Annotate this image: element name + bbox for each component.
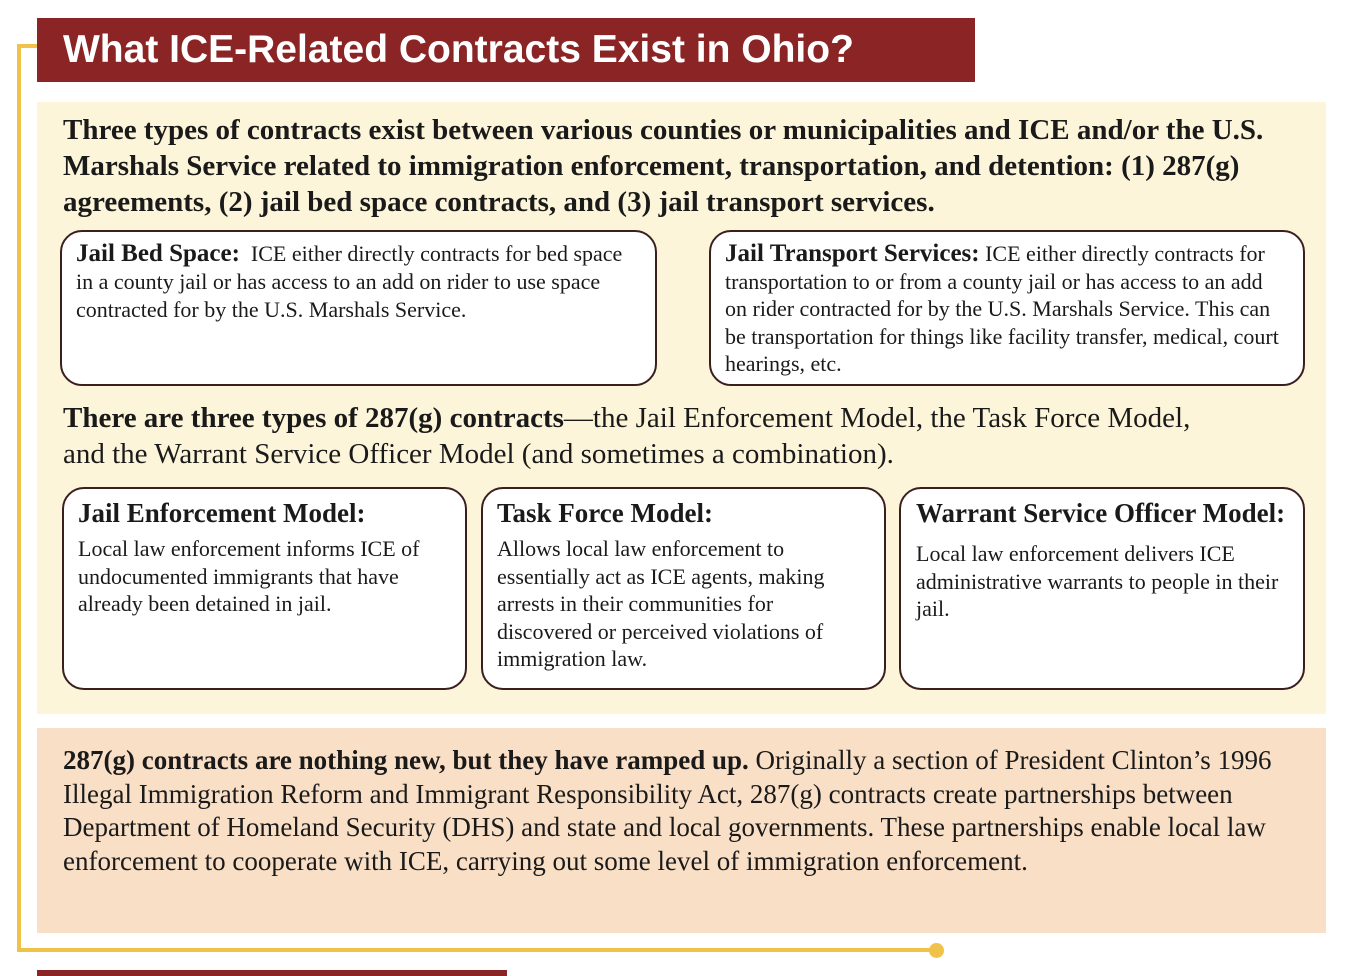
history-paragraph (63, 744, 1303, 878)
warrant-service-officer-model-box (899, 487, 1305, 690)
history-rest: Originally a section of President Clinton’s 1996 Illegal Immigration Reform and Immigrant Responsibility Act, 287(g) contracts create partnerships between Department of Homeland Security (DHS) and state and local governments. These partnerships enable local law enforcement to cooperate with ICE, carrying out some level of immigration enforcement. (63, 745, 1272, 876)
jail-enforcement-model-title: Jail Enforcement Model: (78, 498, 366, 528)
history-bold: 287(g) contracts are nothing new, but they have ramped up. (63, 745, 749, 775)
next-section-bar (37, 970, 507, 976)
gold-connector-line (17, 44, 21, 952)
jail-transport-box (709, 230, 1305, 386)
gold-connector-bottom (17, 948, 937, 952)
jail-transport-description: ICE either directly contracts for transportation to or from a county jail or has access to an add on rider contracted for by the U.S. Marshals Service. This can be transportation for things like facility transfer, medical, court hearings, etc. (725, 241, 1279, 376)
jail-enforcement-model-description: Local law enforcement informs ICE of undocumented immigrants that have already been detained in jail. (78, 536, 420, 616)
jail-bed-space-description: ICE either directly contracts for bed space in a county jail or has access to an add on rider to use space contracted for by the U.S. Marshals Service. (76, 241, 623, 322)
warrant-service-officer-model-title: Warrant Service Officer Model: (916, 498, 1286, 528)
models-intro-bold: There are three types of 287(g) contracts (63, 402, 564, 434)
jail-bed-space-label: Jail Bed Space: (76, 240, 240, 267)
intro-paragraph: Three types of contracts exist between various counties or municipalities and ICE and/or the U.S. Marshals Service related to immigration enforcement, transportation, and detention: (1) 287(g) agreements, (2) jail bed space contracts, and (3) jail transport services. (63, 114, 1264, 218)
gold-connector-top (17, 44, 37, 48)
task-force-model-title: Task Force Model: (497, 498, 713, 528)
jail-enforcement-model-box (62, 487, 467, 690)
task-force-model-description: Allows local law enforcement to essentially act as ICE agents, making arrests in their communities for discovered or perceived violations of immigration law. (497, 536, 825, 671)
jail-bed-space-box (60, 230, 657, 386)
models-intro-rest: —the Jail Enforcement Model, the Task Force Model, and the Warrant Service Officer Model (and sometimes a combination). (63, 402, 1191, 470)
gold-connector-dot (929, 943, 944, 958)
models-intro (63, 400, 1213, 472)
task-force-model-box (481, 487, 886, 690)
page-title: What ICE-Related Contracts Exist in Ohio? (37, 18, 975, 82)
jail-transport-label: Jail Transport Services: (725, 240, 980, 267)
warrant-service-officer-model-description: Local law enforcement delivers ICE administrative warrants to people in their jail. (916, 541, 1279, 621)
